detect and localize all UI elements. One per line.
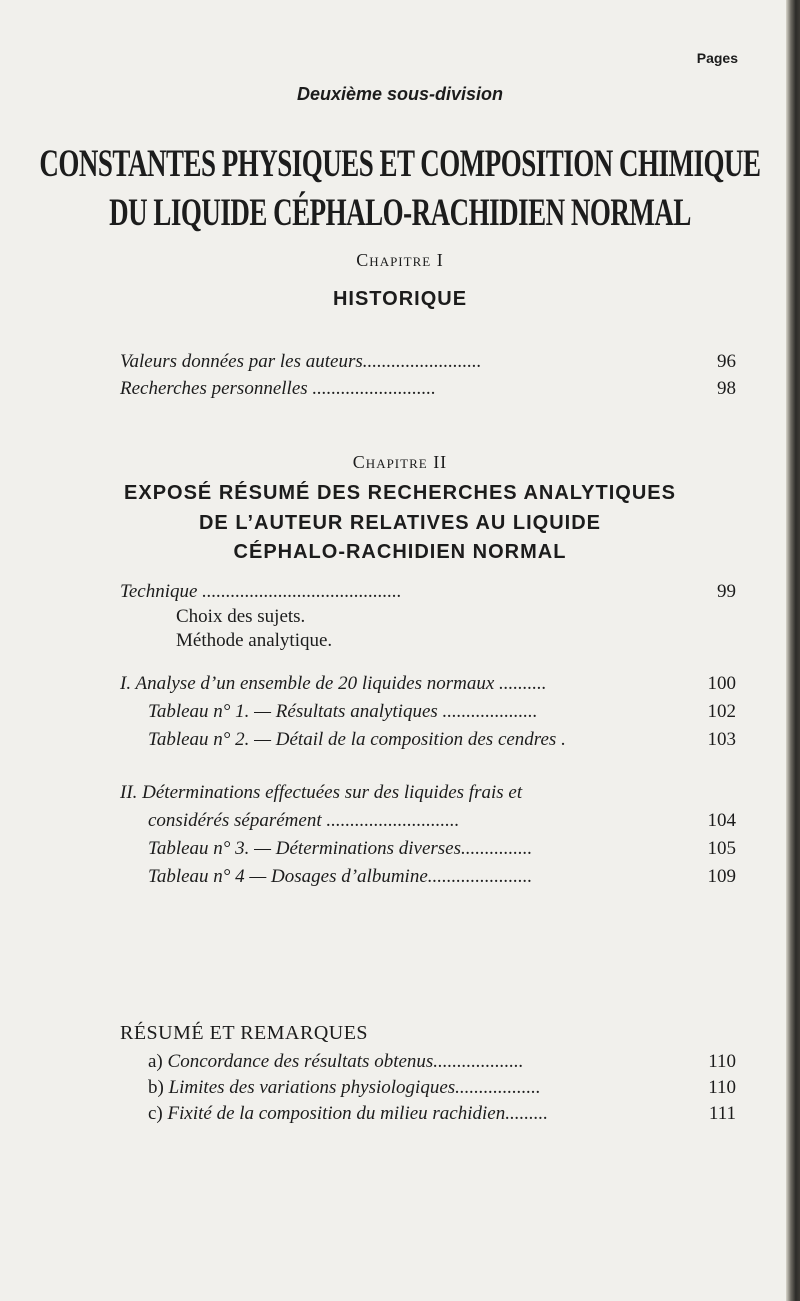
- toc-entry-page: 109: [707, 866, 736, 887]
- toc-entry-section-2-cont: [0, 810, 800, 836]
- toc-entry-text: considérés séparément ............................: [148, 810, 460, 831]
- toc-entry-tableau-1: [0, 701, 800, 727]
- toc-entry-page: 110: [708, 1077, 736, 1098]
- toc-entry-text: I. Analyse d’un ensemble de 20 liquides normaux ..........: [120, 673, 547, 694]
- resume-heading: RÉSUMÉ ET REMARQUES: [120, 1022, 369, 1044]
- main-title-line-1: CONSTANTES PHYSIQUES ET COMPOSITION CHIMIQUE: [39, 141, 761, 185]
- toc-entry-page: 104: [707, 810, 736, 831]
- toc-entry: [0, 378, 800, 404]
- toc-entry-page: 100: [707, 673, 736, 694]
- main-title-line-2: DU LIQUIDE CÉPHALO-RACHIDIEN NORMAL: [109, 190, 691, 234]
- toc-entry-page: 105: [707, 838, 736, 859]
- toc-entry-page: 111: [708, 1103, 736, 1124]
- toc-entry: [0, 351, 800, 377]
- chapter-2-heading-line-3: CÉPHALO-RACHIDIEN NORMAL: [233, 541, 567, 563]
- toc-entry-page: 98: [717, 378, 736, 399]
- resume-item: [0, 1103, 800, 1129]
- toc-entry-page: 110: [708, 1051, 736, 1072]
- technique-detail: Méthode analytique.: [176, 630, 333, 651]
- chapter-1-heading: HISTORIQUE: [332, 288, 468, 310]
- toc-entry-page: 96: [717, 351, 736, 372]
- chapter-2-heading-line-2: DE L’AUTEUR RELATIVES AU LIQUIDE: [198, 512, 602, 534]
- toc-entry-section-1: [0, 673, 800, 699]
- resume-item-text: Fixité de la composition du milieu rachidien.........: [162, 1103, 548, 1124]
- resume-item: [0, 1051, 800, 1077]
- toc-entry-page: 102: [707, 701, 736, 722]
- toc-entry-text: II. Déterminations effectuées sur des liquides frais et: [120, 782, 523, 803]
- toc-entry-tableau-4: [0, 866, 800, 892]
- toc-entry-text: Tableau n° 2. — Détail de la composition des cendres .: [148, 729, 566, 750]
- toc-entry-text: Valeurs données par les auteurs.........................: [120, 351, 482, 372]
- toc-entry-technique: [0, 581, 800, 607]
- chapter-2-label: Chapitre II: [352, 452, 448, 472]
- toc-entry-text: Tableau n° 3. — Déterminations diverses...............: [148, 838, 533, 859]
- resume-item-letter: c): [148, 1103, 163, 1124]
- resume-item-text: Limites des variations physiologiques..................: [163, 1077, 541, 1098]
- resume-item: [0, 1077, 800, 1103]
- toc-entry-page: 103: [707, 729, 736, 750]
- toc-entry-text: Technique ..........................................: [120, 581, 402, 602]
- subdivision-title: Deuxième sous-division: [296, 84, 504, 104]
- toc-entry-tableau-2: [0, 729, 800, 755]
- pages-label: Pages: [696, 50, 738, 66]
- toc-entry-text: Tableau n° 4 — Dosages d’albumine......................: [148, 866, 533, 887]
- toc-entry-text: Recherches personnelles ..........................: [120, 378, 436, 399]
- chapter-2-heading-line-1: EXPOSÉ RÉSUMÉ DES RECHERCHES ANALYTIQUES: [124, 482, 676, 504]
- toc-entry-tableau-3: [0, 838, 800, 864]
- resume-item-letter: b): [148, 1077, 164, 1098]
- resume-item-letter: a): [148, 1051, 163, 1072]
- chapter-1-label: Chapitre I: [356, 250, 444, 270]
- toc-entry-page: 99: [717, 581, 736, 602]
- resume-item-text: Concordance des résultats obtenus...................: [162, 1051, 524, 1072]
- technique-detail: Choix des sujets.: [176, 606, 306, 627]
- toc-entry-section-2: [0, 782, 800, 808]
- toc-entry-text: Tableau n° 1. — Résultats analytiques ....................: [148, 701, 538, 722]
